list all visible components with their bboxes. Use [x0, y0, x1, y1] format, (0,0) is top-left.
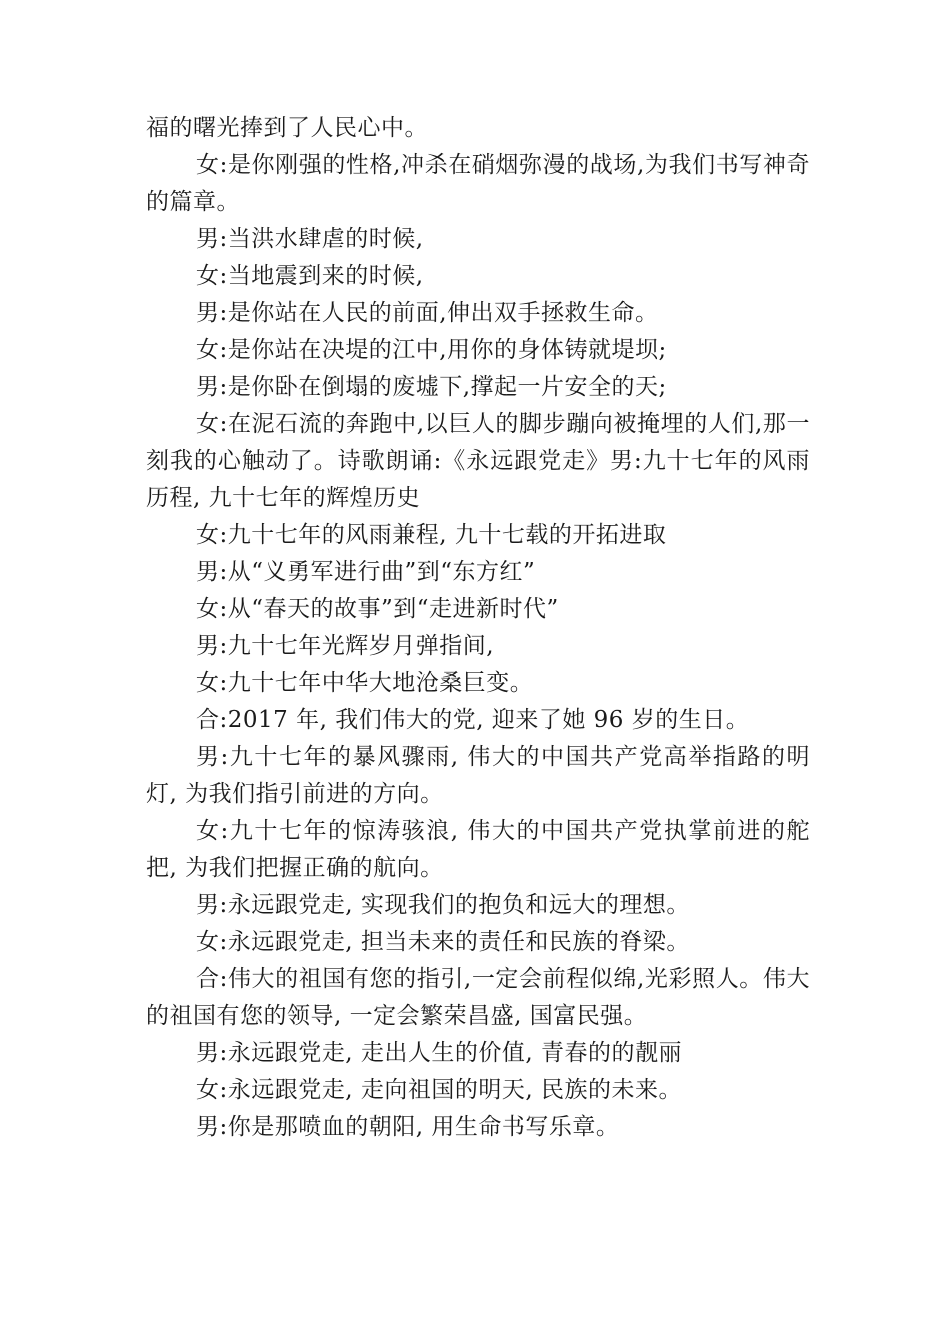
paragraph: 男:永远跟党走, 走出人生的价值, 青春的的靓丽 [196, 1040, 682, 1066]
paragraph: 女:从“春天的故事”到“走进新时代” [196, 596, 559, 622]
paragraph: 女:是你站在决堤的江中,用你的身体铸就堤坝; [196, 337, 667, 363]
paragraph: 女:永远跟党走, 走向祖国的明天, 民族的未来。 [196, 1077, 682, 1103]
paragraph: 女:九十七年的风雨兼程, 九十七载的开拓进取 [196, 522, 667, 548]
paragraph: 女:在泥石流的奔跑中,以巨人的脚步蹦向被掩埋的人们,那一刻我的心触动了。诗歌朗诵:《永远跟党走》男:九十七年的风雨历程, 九十七年的辉煌历史 [146, 411, 810, 511]
paragraph: 女:是你刚强的性格,冲杀在硝烟弥漫的战场,为我们书写神奇的篇章。 [146, 152, 810, 215]
paragraph: 女:当地震到来的时候, [196, 263, 424, 289]
paragraph: 男:从“义勇军进行曲”到“东方红” [196, 559, 536, 585]
paragraph: 男:九十七年的暴风骤雨, 伟大的中国共产党高举指路的明灯, 为我们指引前进的方向。 [146, 744, 810, 807]
paragraph: 男:你是那喷血的朝阳, 用生命书写乐章。 [196, 1114, 620, 1140]
paragraph: 女:九十七年中华大地沧桑巨变。 [196, 670, 534, 696]
paragraph: 男:是你卧在倒塌的废墟下,撑起一片安全的天; [196, 374, 667, 400]
paragraph: 男:九十七年光辉岁月弹指间, [196, 633, 495, 659]
paragraph: 女:永远跟党走, 担当未来的责任和民族的脊梁。 [196, 929, 690, 955]
paragraph: 男:是你站在人民的前面,伸出双手拯救生命。 [196, 300, 659, 326]
paragraph: 合:伟大的祖国有您的指引,一定会前程似绵,光彩照人。伟大的祖国有您的领导, 一定会繁荣昌盛, 国富民强。 [146, 966, 810, 1029]
paragraph: 福的曙光捧到了人民心中。 [146, 115, 428, 141]
document-body [146, 110, 810, 1146]
paragraph: 男:永远跟党走, 实现我们的抱负和远大的理想。 [196, 892, 690, 918]
paragraph: 男:当洪水肆虐的时候, [196, 226, 424, 252]
paragraph: 合:2017 年, 我们伟大的党, 迎来了她 96 岁的生日。 [196, 707, 750, 733]
paragraph: 女:九十七年的惊涛骇浪, 伟大的中国共产党执掌前进的舵把, 为我们把握正确的航向。 [146, 818, 810, 881]
